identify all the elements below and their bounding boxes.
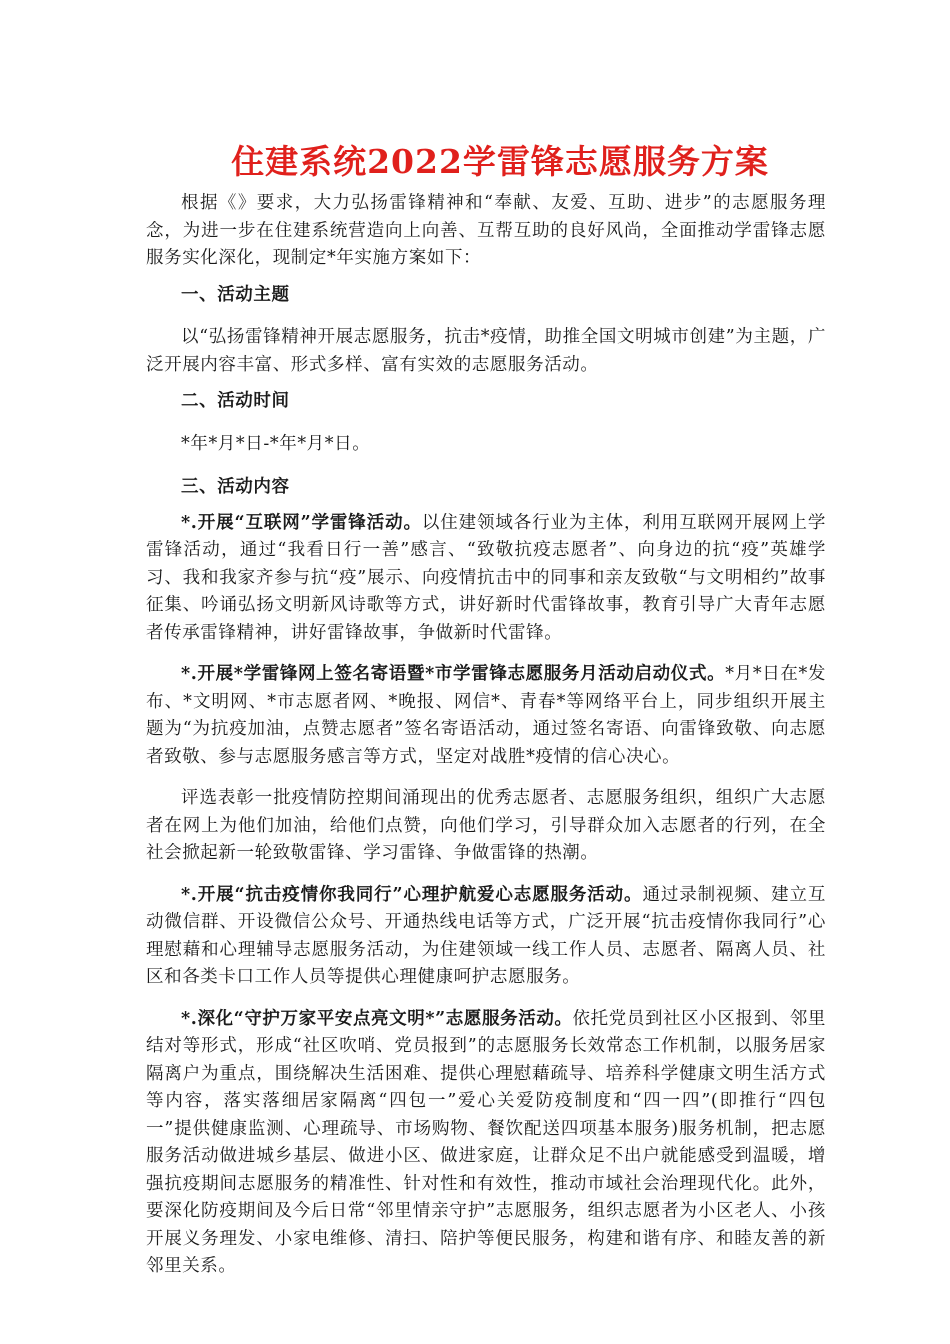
- content-item-community: [146, 1006, 826, 1281]
- section-heading-content: 三、活动内容: [181, 477, 290, 497]
- content-item-lead: *.深化“守护万家平安点亮文明*”志愿服务活动。: [181, 1008, 573, 1029]
- theme-paragraph: 以“弘扬雷锋精神开展志愿服务，抗击*疫情，助推全国文明城市创建”为主题，广泛开展内容丰富、形式多样、富有实效的志愿服务活动。: [146, 327, 826, 375]
- content-item-text: 评选表彰一批疫情防控期间涌现出的优秀志愿者、志愿服务组织，组织广大志愿者在网上为他们加油，给他们点赞，向他们学习，引导群众加入志愿者的行列，在全社会掀起新一轮致敬雷锋、学习雷锋、争做雷锋的热潮。: [146, 788, 826, 863]
- intro-paragraph: 根据《》要求，大力弘扬雷锋精神和“奉献、友爱、互助、进步”的志愿服务理念，为进一步在住建系统营造向上向善、互帮互助的良好风尚，全面推动学雷锋志愿服务实化深化，现制定*年实施方案如下：: [146, 193, 826, 268]
- content-item-psychology: [146, 882, 826, 992]
- content-item-lead: *.开展“抗击疫情你我同行”心理护航爱心志愿服务活动。: [181, 884, 643, 905]
- section-heading-theme: 一、活动主题: [181, 284, 290, 305]
- content-item-internet: [146, 510, 826, 648]
- content-item-signature: [146, 661, 826, 771]
- document-body: [146, 190, 826, 1289]
- content-item-lead: *.开展“互联网”学雷锋活动。: [181, 512, 422, 533]
- content-item-commendation: [146, 785, 826, 868]
- content-item-text: 通过录制视频、建立互动微信群、开设微信公众号、开通热线电话等方式，广泛开展“抗击疫情你我同行”心理慰藉和心理辅导志愿服务活动，为住建领域一线工作人员、志愿者、隔离人员、社区和各类卡口工作人员等提供心理健康呵护志愿服务。: [146, 884, 827, 987]
- content-item-text: *月*日在*发布、*文明网、*市志愿者网、*晚报、网信*、青春*等网络平台上，同步组织开展主题为“为抗疫加油，点赞志愿者”签名寄语活动，通过签名寄语、向雷锋致敬、向志愿者致敬、参与志愿服务感言等方式，坚定对战胜*疫情的信心决心。: [146, 664, 827, 767]
- content-item-text: 依托党员到社区小区报到、邻里结对等形式，形成“社区吹哨、党员报到”的志愿服务长效常态工作机制，以服务居家隔离户为重点，围绕解决生活困难、提供心理慰藉疏导、培养科学健康文明生活方式等内容，落实落细居家隔离“四包一”爱心关爱防疫制度和“四一四”(即推行“四包一”提供健康监测、心理疏导、市场购物、餐饮配送四项基本服务)服务机制，把志愿服务活动做进城乡基层、做进小区、做进家庭，让群众足不出户就能感受到温暖，增强抗疫期间志愿服务的精准性、针对性和有效性，推动市域社会治理现代化。此外，要深化防疫期间及今后日常“邻里情亲守护”志愿服务，组织志愿者为小区老人、小孩开展义务理发、小家电维修、清扫、陪护等便民服务，构建和谐有序、和睦友善的新邻里关系。: [146, 1008, 826, 1276]
- document-title: 住建系统2022学雷锋志愿服务方案: [231, 142, 769, 181]
- section-heading-time: 二、活动时间: [181, 391, 290, 411]
- content-item-lead: *.开展*学雷锋网上签名寄语暨*市学雷锋志愿服务月活动启动仪式。: [181, 664, 726, 684]
- content-item-text: 以住建领域各行业为主体，利用互联网开展网上学雷锋活动，通过“我看日行一善”感言、“致敬抗疫志愿者”、向身边的抗“疫”英雄学习、我和我家齐参与抗“疫”展示、向疫情抗击中的同事和亲友致敬“与文明相约”故事征集、吟诵弘扬文明新风诗歌等方式，讲好新时代雷锋故事，教育引导广大青年志愿者传承雷锋精神，讲好雷锋故事，争做新时代雷锋。: [146, 512, 826, 643]
- time-paragraph: *年*月*日-*年*月*日。: [181, 433, 371, 454]
